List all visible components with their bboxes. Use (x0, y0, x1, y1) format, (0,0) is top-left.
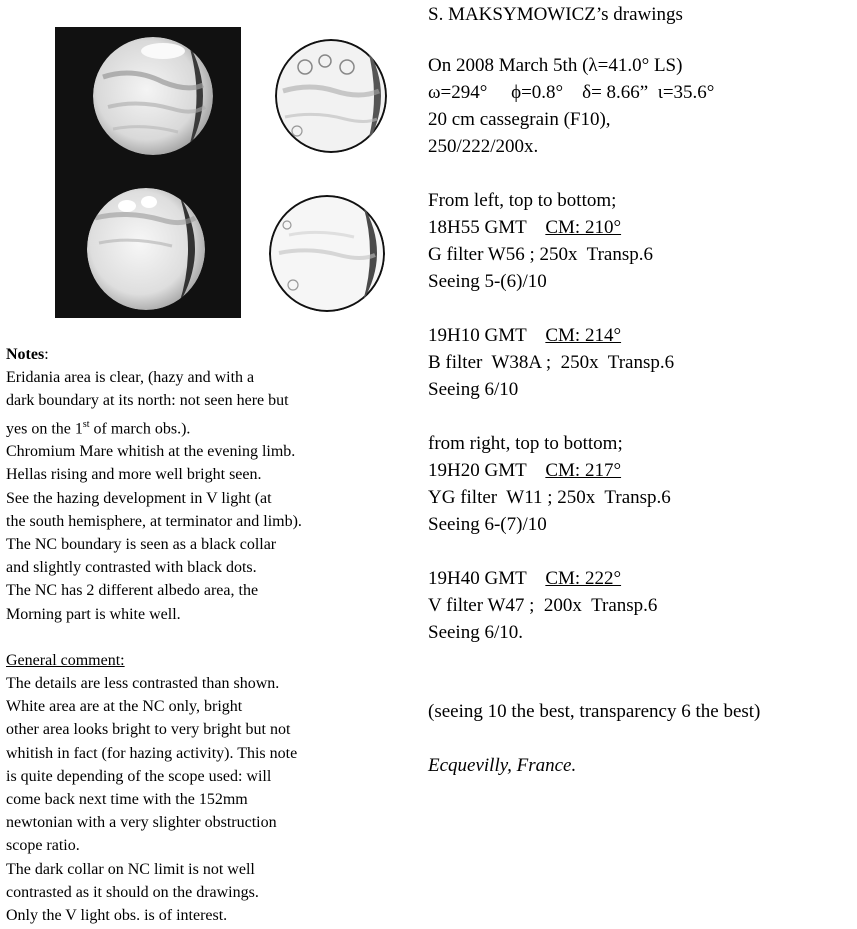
entry-time: 18H55 GMT (428, 217, 527, 238)
entry-filter: V filter W47 ; 200x Transp.6 (428, 595, 658, 616)
entry-filter: B filter W38A ; 250x Transp.6 (428, 352, 675, 373)
drawings-dark-panel (55, 27, 241, 318)
mars-drawing-v-filter (269, 195, 385, 312)
entry-time-line (428, 214, 621, 241)
right-group-heading: from right, top to bottom; (428, 433, 623, 454)
observation-params: ω=294° ϕ=0.8° δ= 8.66” ι=35.6° (428, 82, 715, 103)
general-line: other area looks bright to very bright but not (6, 721, 291, 739)
entry-filter: G filter W56 ; 250x Transp.6 (428, 244, 654, 265)
general-line: scope ratio. (6, 837, 80, 855)
observation-date: On 2008 March 5th (λ=41.0° LS) (428, 55, 683, 76)
notes-heading-colon: : (44, 346, 49, 363)
note-line: The NC boundary is seen as a black collar (6, 535, 277, 553)
mars-drawing-yg-filter (275, 39, 387, 153)
location: Ecquevilly, France. (428, 755, 577, 776)
page-title: S. MAKSYMOWICZ’s drawings (428, 4, 683, 25)
entry-seeing: Seeing 5-(6)/10 (428, 271, 547, 292)
entry-seeing: Seeing 6/10 (428, 379, 519, 400)
note-line: Chromium Mare whitish at the evening limb. (6, 443, 296, 461)
general-line: contrasted as it should on the drawings. (6, 883, 259, 901)
scale-note: (seeing 10 the best, transparency 6 the best) (428, 701, 761, 722)
notes-section (6, 343, 406, 927)
note-line (6, 413, 406, 441)
entry-time: 19H40 GMT (428, 568, 527, 589)
note-line: Morning part is white well. (6, 605, 181, 623)
left-group-heading: From left, top to bottom; (428, 190, 617, 211)
entry-time: 19H20 GMT (428, 460, 527, 481)
mars-drawing-g-filter (93, 37, 213, 155)
note-line: the south hemisphere, at terminator and limb). (6, 512, 302, 530)
general-line: newtonian with a very slighter obstruction (6, 814, 277, 832)
general-comment-heading: General comment: (6, 651, 125, 669)
observation-scope: 20 cm cassegrain (F10), (428, 109, 611, 130)
entry-cm: CM: 217° (545, 460, 622, 481)
note-line: See the hazing development in V light (at (6, 489, 272, 507)
observation-magnification: 250/222/200x. (428, 136, 539, 157)
general-line: The dark collar on NC limit is not well (6, 860, 255, 878)
entry-cm: CM: 222° (545, 568, 622, 589)
entry-time-line (428, 457, 621, 484)
entry-cm: CM: 214° (545, 325, 622, 346)
note-text: of march obs.). (89, 419, 191, 437)
note-line: and slightly contrasted with black dots. (6, 559, 257, 577)
note-superscript: st (82, 418, 90, 430)
general-line: White area are at the NC only, bright (6, 698, 243, 716)
mars-drawing-b-filter (87, 188, 205, 310)
entry-filter: YG filter W11 ; 250x Transp.6 (428, 487, 671, 508)
note-text: yes on the 1 (6, 419, 83, 437)
entry-time-line (428, 322, 621, 349)
note-line: dark boundary at its north: not seen here but (6, 392, 289, 410)
entry-seeing: Seeing 6/10. (428, 622, 523, 643)
note-line: The NC has 2 different albedo area, the (6, 582, 259, 600)
entry-time: 19H10 GMT (428, 325, 527, 346)
note-line: Hellas rising and more well bright seen. (6, 466, 262, 484)
general-line: Only the V light obs. is of interest. (6, 907, 228, 924)
general-line: The details are less contrasted than shown. (6, 674, 280, 692)
notes-heading: Notes (6, 346, 45, 363)
drawings-light-panel (248, 27, 408, 318)
general-line: is quite depending of the scope used: will (6, 767, 272, 785)
entry-seeing: Seeing 6-(7)/10 (428, 514, 547, 535)
entry-time-line (428, 565, 621, 592)
entry-cm: CM: 210° (545, 217, 622, 238)
general-line: whitish in fact (for hazing activity). This note (6, 744, 298, 762)
general-line: come back next time with the 152mm (6, 790, 248, 808)
note-line: Eridania area is clear, (hazy and with a (6, 369, 255, 387)
